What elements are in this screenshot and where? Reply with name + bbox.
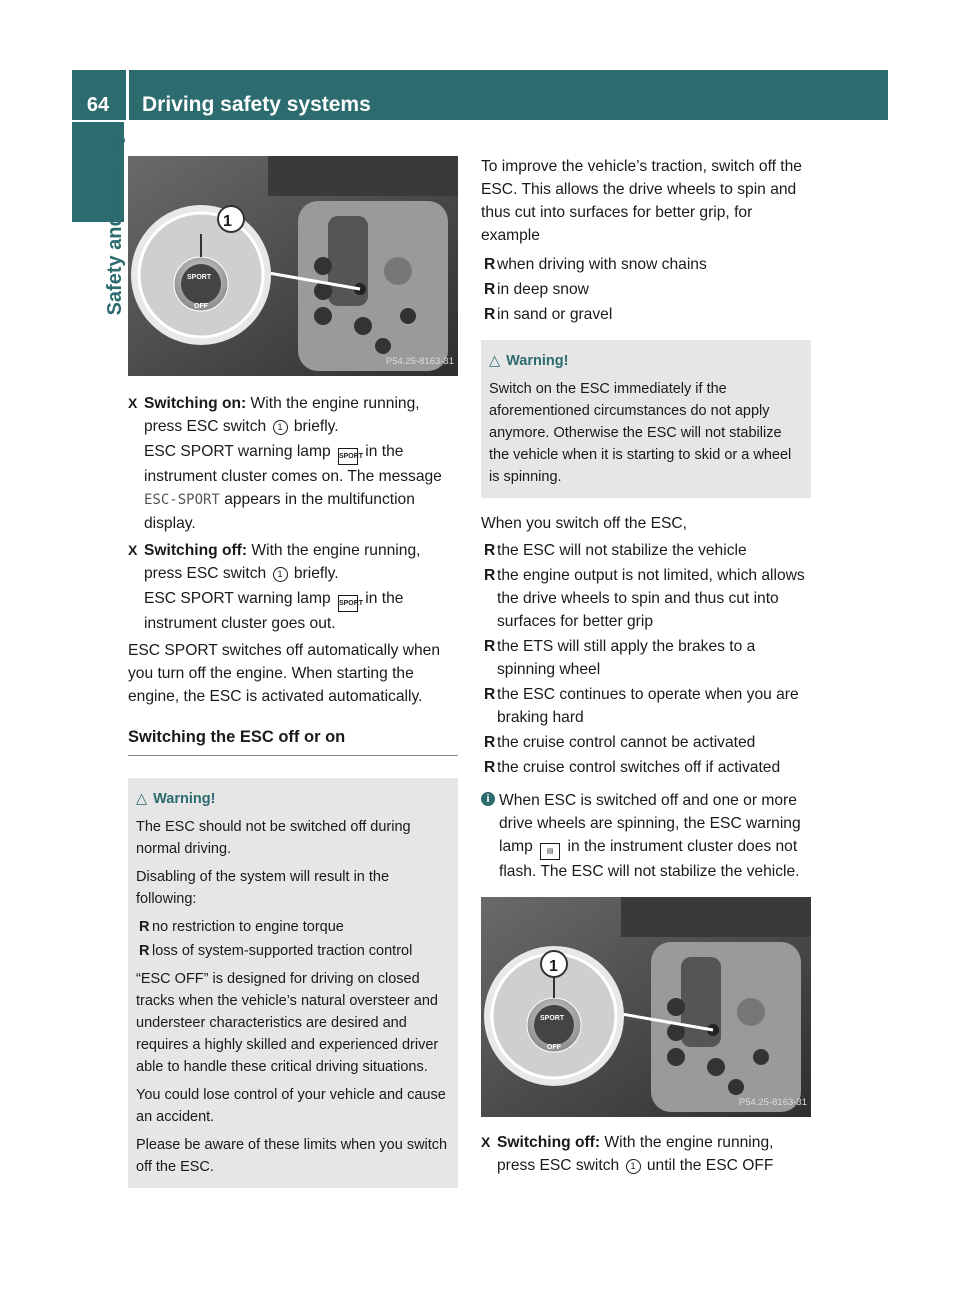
page-number: 64 bbox=[86, 94, 110, 116]
step-text: Switching on: With the engine running, press ESC switch 1 briefly. bbox=[144, 395, 420, 435]
warning-title: △ Warning! bbox=[489, 353, 569, 369]
step-detail: ESC SPORT warning lamp SPORT in the instrument cluster comes on. The message ESC-SPORT appears in the multifunction display. bbox=[144, 443, 442, 532]
step-arrow-icon: X bbox=[481, 1134, 491, 1150]
step-detail: ESC SPORT warning lamp SPORT in the instrument cluster goes out. bbox=[144, 590, 404, 632]
esc-switch-photo-2 bbox=[481, 897, 811, 1117]
side-tab bbox=[88, 132, 126, 352]
list-item: R in deep snow bbox=[484, 281, 589, 298]
list-item: R when driving with snow chains bbox=[484, 256, 707, 273]
list-item: R the cruise control cannot be activated bbox=[484, 734, 756, 751]
header-divider bbox=[126, 70, 129, 120]
right-column bbox=[481, 155, 811, 1181]
list-item: R no restriction to engine torque bbox=[139, 919, 344, 935]
effects-list bbox=[481, 539, 811, 779]
warning-box bbox=[128, 778, 458, 1188]
list-item: R the ESC continues to operate when you are braking hard bbox=[484, 686, 799, 726]
warning-text: Please be aware of these limits when you switch off the ESC. bbox=[136, 1137, 448, 1175]
warning-box bbox=[481, 340, 811, 498]
esc-switch-photo-1 bbox=[128, 156, 458, 376]
warning-text: “ESC OFF” is designed for driving on closed tracks when the vehicle’s natural oversteer and understeer characteristics are desired and requires a highly skilled and experienced driver able to handle these critical driving situations. bbox=[136, 971, 439, 1075]
warning-text: You could lose control of your vehicle and cause an accident. bbox=[136, 1087, 446, 1125]
warning-triangle-icon: △ bbox=[136, 791, 148, 807]
callout-1-icon: 1 bbox=[626, 1159, 641, 1174]
esc-sport-lamp-icon: SPORT bbox=[338, 448, 358, 465]
side-tab-label: Safety and security bbox=[104, 132, 126, 316]
section-title: Driving safety systems bbox=[142, 93, 371, 116]
button-label-top: SPORT bbox=[187, 274, 212, 281]
list-item: R the ESC will not stabilize the vehicle bbox=[484, 542, 747, 559]
list-item: R the cruise control switches off if activated bbox=[484, 759, 781, 776]
esc-sport-lamp-icon: SPORT bbox=[338, 595, 358, 612]
console-illustration bbox=[128, 156, 458, 376]
callout-1-icon: 1 bbox=[273, 420, 288, 435]
paragraph: When you switch off the ESC, bbox=[481, 515, 687, 532]
figure-caption: P54.25-8163-31 bbox=[385, 356, 454, 367]
warning-title: △ Warning! bbox=[136, 791, 216, 807]
page-header bbox=[72, 70, 888, 120]
left-column bbox=[128, 156, 458, 1202]
display-message: ESC-SPORT bbox=[144, 492, 220, 508]
info-icon: i bbox=[481, 792, 495, 806]
figure-callout-number: 1 bbox=[549, 958, 558, 975]
esc-warning-lamp-icon: ▤ bbox=[540, 843, 560, 860]
step-arrow-icon: X bbox=[128, 395, 138, 411]
callout-1-icon: 1 bbox=[273, 567, 288, 582]
figure-callout-number: 1 bbox=[223, 213, 232, 230]
step-switching-off bbox=[128, 539, 458, 635]
button-label-bottom: OFF bbox=[547, 1044, 561, 1051]
warning-text: The ESC should not be switched off during normal driving. bbox=[136, 819, 411, 857]
warning-triangle-icon: △ bbox=[489, 353, 501, 369]
list-item: R the ETS will still apply the brakes to a spinning wheel bbox=[484, 638, 756, 678]
paragraph: ESC SPORT switches off automatically when you turn off the engine. When starting the engine, the ESC is activated automatically. bbox=[128, 642, 441, 705]
step-switching-off-esc bbox=[481, 1131, 811, 1177]
warning-text: Switch on the ESC immediately if the aforementioned circumstances do not apply anymore. Otherwise the ESC will not stabilize the vehicle when it is starting to skid or a wheel is spinning. bbox=[489, 381, 792, 485]
button-label-bottom: OFF bbox=[194, 303, 208, 310]
step-switching-on bbox=[128, 392, 458, 535]
step-arrow-icon: X bbox=[128, 542, 138, 558]
button-label-top: SPORT bbox=[540, 1015, 565, 1022]
subheading: Switching the ESC off or on bbox=[128, 726, 458, 756]
list-item: R loss of system-supported traction control bbox=[139, 943, 413, 959]
warning-bullets bbox=[136, 916, 450, 962]
conditions-list bbox=[481, 253, 811, 326]
step-text: Switching off: With the engine running, press ESC switch 1 briefly. bbox=[144, 542, 421, 582]
step-text: Switching off: With the engine running, press ESC switch 1 until the ESC OFF bbox=[497, 1134, 774, 1174]
info-note: i When ESC is switched off and one or more drive wheels are spinning, the ESC warning lamp ▤ in the instrument cluster does not flash. The ESC will not stabilize the vehicle. bbox=[481, 789, 811, 883]
console-illustration bbox=[481, 897, 811, 1117]
figure-caption: P54.25-8163-31 bbox=[738, 1097, 807, 1108]
list-item: R the engine output is not limited, which allows the drive wheels to spin and thus cut into surfaces for better grip bbox=[484, 567, 805, 630]
warning-text: Disabling of the system will result in the following: bbox=[136, 869, 390, 907]
list-item: R in sand or gravel bbox=[484, 306, 613, 323]
paragraph: To improve the vehicle’s traction, switch off the ESC. This allows the drive wheels to spin and thus cut into surfaces for better grip, for example bbox=[481, 158, 802, 244]
